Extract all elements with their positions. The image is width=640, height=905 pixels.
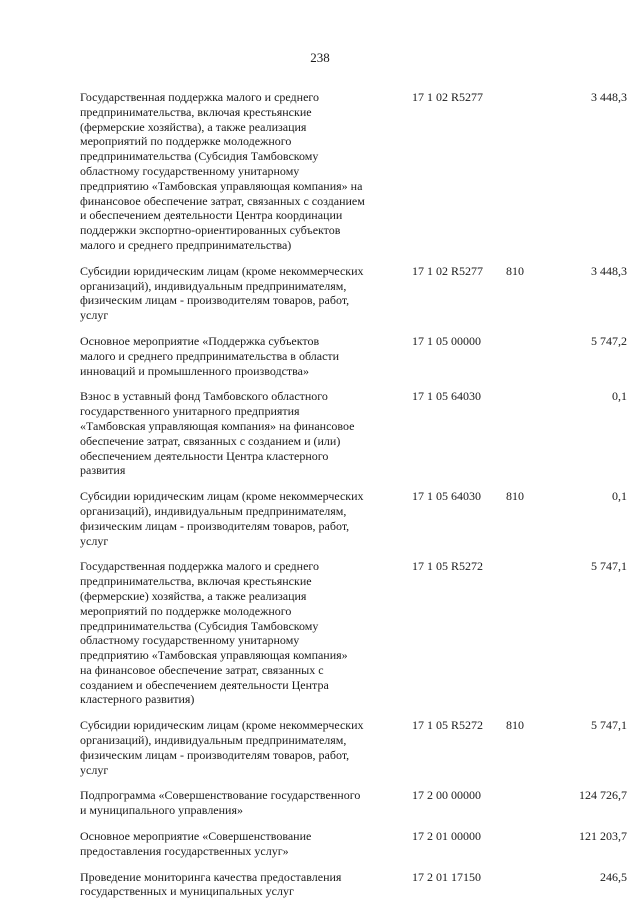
row-expense-type: [500, 334, 544, 389]
row-description: Основное мероприятие «Совершенствование предоставления государственных услуг»: [80, 829, 312, 858]
row-amount: 0,1: [612, 389, 627, 404]
row-code: 17 1 05 00000: [412, 333, 481, 348]
row-expense-type: [500, 870, 544, 900]
row-amount: 5 747,1: [591, 718, 627, 733]
table-row: [80, 788, 630, 829]
row-amount: 246,5: [600, 869, 627, 884]
row-description: Субсидии юридическим лицам (кроме некоммерческих организаций), индивидуальным предпринимателям, физическим лицам - производителям товаров, работ, услуг: [80, 489, 364, 548]
row-expense-type: [500, 559, 544, 718]
row-description: Государственная поддержка малого и среднего предпринимательства, включая крестьянские (фермерские) хозяйства, а также реализация мероприятий по поддержке молодежного предпринимательства (Субсидия Тамбовскому областному государственному унитарному предприятию «Тамбовская управляющая компания» на финансовое обеспечение затрат, связанных с созданием и обеспечением деятельности Центра кластерного развития): [80, 559, 348, 707]
row-amount: 5 747,1: [591, 559, 627, 574]
row-expense-type: [500, 829, 544, 870]
row-code: 17 1 02 R5277: [412, 263, 484, 278]
row-code: 17 1 02 R5277: [412, 90, 484, 104]
table-row: [80, 718, 630, 788]
row-code: 17 2 00 00000: [412, 788, 481, 803]
row-amount: 121 203,7: [579, 829, 627, 844]
row-amount: 3 448,3: [591, 90, 627, 104]
row-description: Проведение мониторинга качества предоставления государственных и муниципальных услуг: [80, 869, 342, 899]
row-code: 17 1 05 64030: [412, 389, 481, 404]
table-row: [80, 264, 630, 334]
row-description: Субсидии юридическим лицам (кроме некоммерческих организаций), индивидуальным предпринимателям, физическим лицам - производителям товаров, работ, услуг: [80, 263, 364, 323]
row-description: Взнос в уставный фонд Тамбовского областного государственного унитарного предприятия «Тамбовская управляющая компания» на финансовое обеспечение затрат, связанных с созданием и (или) обеспечением деятельности Центра кластерного развития: [80, 389, 355, 478]
row-amount: 5 747,2: [591, 333, 627, 348]
row-description: Основное мероприятие «Поддержка субъектов малого и среднего предпринимательства в области инноваций и промышленного производства»: [80, 333, 340, 378]
table-row: [80, 559, 630, 718]
row-code: 17 1 05 R5272: [412, 559, 484, 574]
row-description: Субсидии юридическим лицам (кроме некоммерческих организаций), индивидуальным предпринимателям, физическим лицам - производителям товаров, работ, услуг: [80, 718, 364, 777]
row-description: Государственная поддержка малого и среднего предпринимательства, включая крестьянские (фермерские хозяйства), а также реализация мероприятий по поддержке молодежного предпринимательства (Субсидия Тамбовскому областному государственному унитарному предприятию «Тамбовская управляющая компания» на финансовое обеспечение затрат, связанных с созданием и обеспечением деятельности Центра координации поддержки экспортно-ориентированных субъектов малого и среднего предпринимательства): [80, 90, 365, 252]
table-row: [80, 489, 630, 559]
row-expense-type: 810: [506, 718, 524, 733]
table-row: [80, 829, 630, 870]
table-row: [80, 90, 630, 264]
row-code: 17 2 01 00000: [412, 829, 481, 844]
table-row: [80, 870, 630, 900]
table-row: [80, 389, 630, 489]
row-description: Подпрограмма «Совершенствование государственного и муниципального управления»: [80, 788, 361, 818]
row-code: 17 1 05 R5272: [412, 718, 484, 733]
row-expense-type: 810: [506, 263, 524, 278]
row-amount: 3 448,3: [591, 263, 627, 278]
row-code: 17 1 05 64030: [412, 489, 481, 504]
row-expense-type: [500, 389, 544, 489]
table-row: [80, 334, 630, 389]
row-expense-type: [500, 90, 544, 264]
row-expense-type: 810: [506, 489, 524, 504]
row-amount: 0,1: [612, 489, 627, 504]
row-code: 17 2 01 17150: [412, 869, 481, 884]
row-amount: 124 726,7: [579, 788, 627, 803]
row-expense-type: [500, 788, 544, 829]
page-number: 238: [310, 50, 330, 65]
budget-table: [80, 90, 630, 899]
